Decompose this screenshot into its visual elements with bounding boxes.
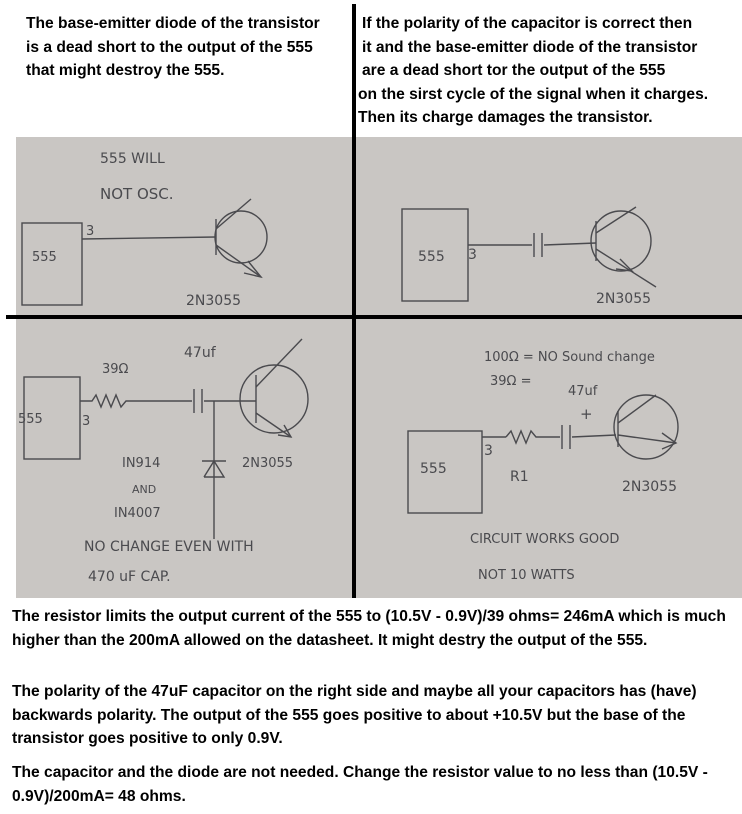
sketch-3-drawing	[16, 319, 352, 598]
caption-line: Then its charge damages the transistor.	[358, 109, 653, 126]
transistor-collector	[618, 395, 656, 423]
wire	[82, 237, 216, 239]
caption-line: are a dead short tor the output of the 555	[362, 62, 666, 79]
note: 39Ω =	[490, 374, 532, 389]
sketch-4-drawing	[356, 319, 742, 598]
diode-label: IN914	[122, 456, 161, 471]
vertical-divider	[352, 4, 356, 598]
chip-label: 555	[418, 249, 445, 265]
pin-label: 3	[468, 247, 477, 263]
chip-label: 555	[32, 250, 57, 265]
transistor-label: 2N3055	[242, 456, 294, 471]
caption-line: that might destroy the 555.	[26, 62, 225, 79]
caption-line: The base-emitter diode of the transistor	[26, 15, 320, 32]
caption-top-right	[358, 12, 740, 130]
sketch-panel-2	[356, 137, 742, 315]
note: NO CHANGE EVEN WITH	[84, 539, 254, 555]
caption-top-left	[26, 12, 352, 83]
capacitor-label: 47uf	[568, 384, 598, 399]
transistor-label: 2N3055	[622, 479, 678, 495]
transistor-collector	[256, 339, 302, 387]
transistor-collector	[216, 199, 251, 229]
note: CIRCUIT WORKS GOOD	[470, 532, 620, 547]
transistor-circle	[240, 365, 308, 433]
emitter-arrow	[616, 259, 632, 271]
caption-line: If the polarity of the capacitor is correct then	[362, 15, 693, 32]
caption-line: is a dead short to the output of the 555	[26, 38, 313, 56]
transistor-circle	[591, 211, 651, 271]
transistor-label: 2N3055	[596, 291, 652, 307]
explanation-paragraph-1: The resistor limits the output current of the 555 to (10.5V - 0.9V)/39 ohms= 246mA which is much higher than the 200mA allowed on the datasheet. It might destry the output of the 555.	[12, 608, 726, 649]
note: 555 WILL	[100, 151, 165, 167]
resistor-r1	[506, 431, 560, 443]
pin-label: 3	[86, 224, 95, 239]
note: NOT 10 WATTS	[478, 568, 575, 583]
polarity-label: +	[580, 405, 593, 423]
note: NOT OSC.	[100, 185, 174, 203]
explanation-paragraph-2: The polarity of the 47uF capacitor on the right side and maybe all your capacitors has (have) backwards polarity. The output of the 555 goes positive to about +10.5V but the base of the transistor goes positive to only 0.9V.	[12, 683, 697, 747]
sketch-panel-1	[16, 137, 352, 315]
wire	[572, 435, 616, 437]
wire	[544, 243, 596, 245]
capacitor-label: 47uf	[184, 345, 216, 361]
resistor-label: R1	[510, 469, 529, 485]
explanation-paragraph-3: The capacitor and the diode are not needed. Change the resistor value to no less than (10.5V - 0.9V)/200mA= 48 ohms.	[12, 764, 708, 805]
caption-line: it and the base-emitter diode of the transistor	[362, 38, 698, 56]
pin-label: 3	[82, 414, 91, 429]
chip-label: 555	[420, 461, 447, 477]
transistor-emitter	[216, 245, 261, 277]
transistor-circle	[215, 211, 267, 263]
transistor-label: 2N3055	[186, 293, 242, 309]
diode-label: AND	[132, 483, 157, 496]
sketch-1-drawing	[16, 137, 352, 315]
horizontal-divider	[6, 315, 742, 319]
note: 470 uF CAP.	[88, 569, 171, 585]
resistor-label: 39Ω	[102, 362, 129, 377]
transistor-circle	[614, 395, 678, 459]
caption-line: on the sirst cycle of the signal when it charges.	[358, 85, 709, 103]
emitter-arrow	[244, 261, 261, 277]
sketch-panel-4	[356, 319, 742, 598]
sketch-2-drawing	[356, 137, 742, 315]
note: 100Ω = NO Sound change	[484, 350, 655, 365]
resistor-39-ohm	[80, 395, 192, 407]
sketch-panel-3	[16, 319, 352, 598]
chip-label: 555	[18, 412, 43, 427]
diode-label: IN4007	[114, 506, 161, 521]
pin-label: 3	[484, 443, 493, 459]
